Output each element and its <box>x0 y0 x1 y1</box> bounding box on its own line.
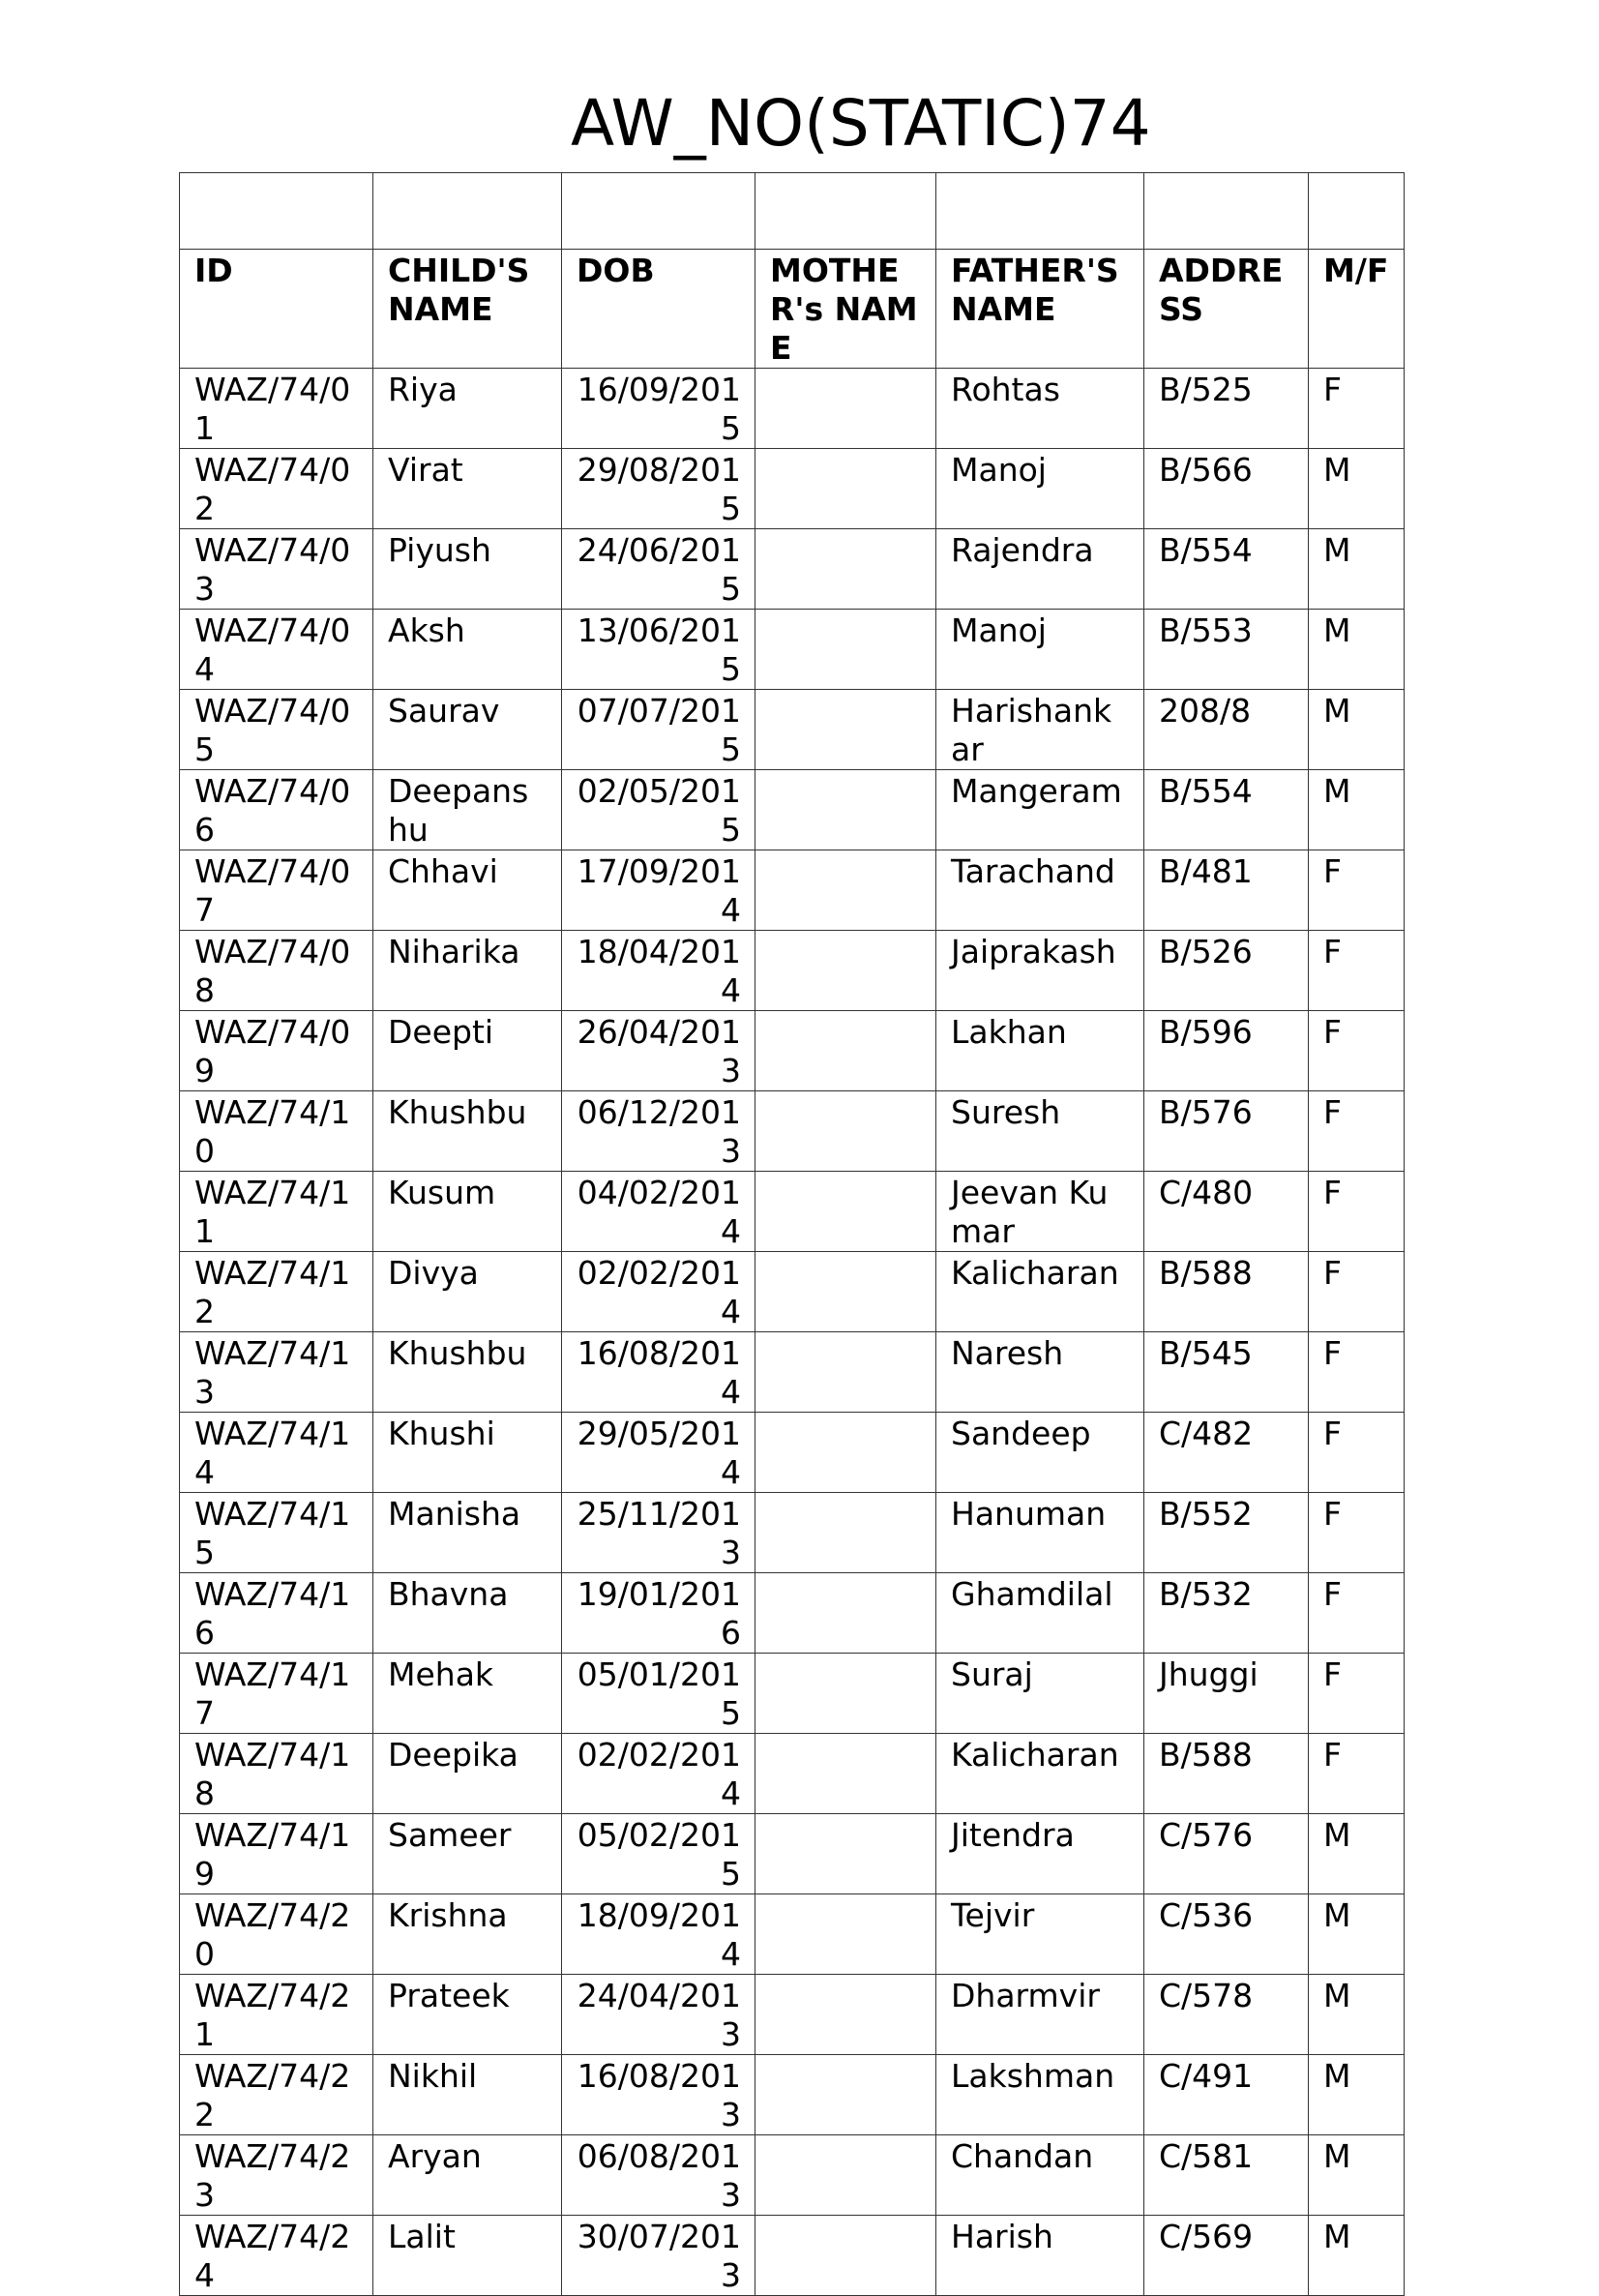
cell-mother-name <box>755 1573 936 1654</box>
cell-mother-name <box>755 1252 936 1332</box>
cell-dob: 29/08/2015 <box>562 449 755 529</box>
cell-mother-name <box>755 1332 936 1413</box>
cell-id: WAZ/74/08 <box>180 931 373 1011</box>
cell-child-name: Bhavna <box>373 1573 562 1654</box>
cell-address: C/581 <box>1144 2135 1309 2216</box>
cell-father-name: Ghamdilal <box>936 1573 1144 1654</box>
blank-cell <box>1309 173 1405 250</box>
cell-address: C/576 <box>1144 1814 1309 1894</box>
document-title: AW_NO(STATIC)74 <box>571 86 1151 161</box>
cell-dob: 24/06/2015 <box>562 529 755 610</box>
cell-gender: F <box>1309 1734 1405 1814</box>
cell-address: C/578 <box>1144 1975 1309 2055</box>
cell-child-name: Khushbu <box>373 1091 562 1172</box>
cell-child-name: Prateek <box>373 1975 562 2055</box>
cell-gender: F <box>1309 1573 1405 1654</box>
cell-id: WAZ/74/03 <box>180 529 373 610</box>
cell-child-name: Riya <box>373 369 562 449</box>
table-row <box>180 449 1405 529</box>
cell-id: WAZ/74/09 <box>180 1011 373 1091</box>
cell-gender: M <box>1309 770 1405 850</box>
cell-id: WAZ/74/04 <box>180 610 373 690</box>
cell-gender: M <box>1309 2135 1405 2216</box>
cell-father-name: Mangeram <box>936 770 1144 850</box>
cell-address: B/552 <box>1144 1493 1309 1573</box>
cell-mother-name <box>755 1172 936 1252</box>
cell-father-name: Jeevan Kumar <box>936 1172 1144 1252</box>
cell-mother-name <box>755 1091 936 1172</box>
cell-mother-name <box>755 529 936 610</box>
table-row <box>180 1573 1405 1654</box>
cell-gender: F <box>1309 1493 1405 1573</box>
cell-child-name: Deepika <box>373 1734 562 1814</box>
cell-father-name: Rohtas <box>936 369 1144 449</box>
cell-address: B/545 <box>1144 1332 1309 1413</box>
cell-father-name: Naresh <box>936 1332 1144 1413</box>
cell-father-name: Kalicharan <box>936 1734 1144 1814</box>
cell-dob: 13/06/2015 <box>562 610 755 690</box>
table-row <box>180 1493 1405 1573</box>
cell-child-name: Aksh <box>373 610 562 690</box>
cell-father-name: Kalicharan <box>936 1252 1144 1332</box>
cell-mother-name <box>755 1894 936 1975</box>
table-row <box>180 690 1405 770</box>
cell-id: WAZ/74/07 <box>180 850 373 931</box>
header-mother-name: MOTHER's NAME <box>755 250 936 369</box>
header-child-name: CHILD'S NAME <box>373 250 562 369</box>
cell-father-name: Lakshman <box>936 2055 1144 2135</box>
cell-child-name: Niharika <box>373 931 562 1011</box>
cell-address: B/588 <box>1144 1252 1309 1332</box>
cell-address: B/553 <box>1144 610 1309 690</box>
cell-child-name: Divya <box>373 1252 562 1332</box>
cell-id: WAZ/74/05 <box>180 690 373 770</box>
cell-child-name: Mehak <box>373 1654 562 1734</box>
cell-father-name: Jitendra <box>936 1814 1144 1894</box>
cell-father-name: Lakhan <box>936 1011 1144 1091</box>
blank-cell <box>755 173 936 250</box>
cell-mother-name <box>755 449 936 529</box>
table-row <box>180 1814 1405 1894</box>
table-row <box>180 1172 1405 1252</box>
cell-gender: F <box>1309 931 1405 1011</box>
cell-child-name: Piyush <box>373 529 562 610</box>
table-row <box>180 2055 1405 2135</box>
cell-address: C/536 <box>1144 1894 1309 1975</box>
cell-mother-name <box>755 931 936 1011</box>
cell-mother-name <box>755 2055 936 2135</box>
cell-address: B/566 <box>1144 449 1309 529</box>
cell-id: WAZ/74/11 <box>180 1172 373 1252</box>
cell-id: WAZ/74/24 <box>180 2216 373 2296</box>
cell-dob: 26/04/2013 <box>562 1011 755 1091</box>
table-row <box>180 2135 1405 2216</box>
cell-father-name: Chandan <box>936 2135 1144 2216</box>
cell-address: B/554 <box>1144 770 1309 850</box>
cell-mother-name <box>755 1011 936 1091</box>
cell-child-name: Krishna <box>373 1894 562 1975</box>
table-row <box>180 1975 1405 2055</box>
table-row <box>180 369 1405 449</box>
table-row <box>180 1011 1405 1091</box>
cell-father-name: Harishankar <box>936 690 1144 770</box>
cell-mother-name <box>755 1814 936 1894</box>
blank-cell <box>373 173 562 250</box>
cell-mother-name <box>755 610 936 690</box>
blank-cell <box>180 173 373 250</box>
cell-id: WAZ/74/14 <box>180 1413 373 1493</box>
cell-mother-name <box>755 850 936 931</box>
cell-dob: 02/02/2014 <box>562 1734 755 1814</box>
cell-mother-name <box>755 770 936 850</box>
table-row <box>180 1734 1405 1814</box>
cell-child-name: Deepanshu <box>373 770 562 850</box>
cell-id: WAZ/74/10 <box>180 1091 373 1172</box>
cell-id: WAZ/74/23 <box>180 2135 373 2216</box>
cell-father-name: Manoj <box>936 449 1144 529</box>
table-row <box>180 850 1405 931</box>
cell-father-name: Dharmvir <box>936 1975 1144 2055</box>
cell-mother-name <box>755 1413 936 1493</box>
table-row <box>180 1894 1405 1975</box>
table-row <box>180 1654 1405 1734</box>
cell-dob: 16/08/2013 <box>562 2055 755 2135</box>
cell-gender: F <box>1309 1011 1405 1091</box>
cell-address: B/588 <box>1144 1734 1309 1814</box>
cell-dob: 02/02/2014 <box>562 1252 755 1332</box>
cell-address: C/491 <box>1144 2055 1309 2135</box>
cell-father-name: Jaiprakash <box>936 931 1144 1011</box>
cell-id: WAZ/74/06 <box>180 770 373 850</box>
blank-cell <box>936 173 1144 250</box>
cell-gender: F <box>1309 1413 1405 1493</box>
cell-child-name: Khushi <box>373 1413 562 1493</box>
cell-address: C/482 <box>1144 1413 1309 1493</box>
cell-dob: 16/09/2015 <box>562 369 755 449</box>
cell-address: B/576 <box>1144 1091 1309 1172</box>
cell-id: WAZ/74/15 <box>180 1493 373 1573</box>
cell-child-name: Sameer <box>373 1814 562 1894</box>
cell-gender: M <box>1309 1975 1405 2055</box>
cell-father-name: Hanuman <box>936 1493 1144 1573</box>
cell-id: WAZ/74/13 <box>180 1332 373 1413</box>
cell-gender: M <box>1309 2055 1405 2135</box>
cell-address: B/554 <box>1144 529 1309 610</box>
cell-dob: 02/05/2015 <box>562 770 755 850</box>
cell-id: WAZ/74/12 <box>180 1252 373 1332</box>
header-dob: DOB <box>562 250 755 369</box>
table-row <box>180 1332 1405 1413</box>
cell-dob: 24/04/2013 <box>562 1975 755 2055</box>
cell-gender: M <box>1309 449 1405 529</box>
cell-dob: 29/05/2014 <box>562 1413 755 1493</box>
cell-dob: 18/04/2014 <box>562 931 755 1011</box>
cell-dob: 07/07/2015 <box>562 690 755 770</box>
cell-mother-name <box>755 2216 936 2296</box>
cell-address: B/532 <box>1144 1573 1309 1654</box>
cell-mother-name <box>755 2135 936 2216</box>
cell-father-name: Suresh <box>936 1091 1144 1172</box>
cell-child-name: Virat <box>373 449 562 529</box>
cell-father-name: Manoj <box>936 610 1144 690</box>
cell-mother-name <box>755 1734 936 1814</box>
children-register-table <box>179 172 1405 2296</box>
cell-dob: 25/11/2013 <box>562 1493 755 1573</box>
cell-id: WAZ/74/21 <box>180 1975 373 2055</box>
cell-mother-name <box>755 1654 936 1734</box>
cell-address: 208/8 <box>1144 690 1309 770</box>
cell-dob: 17/09/2014 <box>562 850 755 931</box>
table-row <box>180 931 1405 1011</box>
blank-cell <box>1144 173 1309 250</box>
cell-dob: 18/09/2014 <box>562 1894 755 1975</box>
cell-dob: 05/02/2015 <box>562 1814 755 1894</box>
cell-id: WAZ/74/16 <box>180 1573 373 1654</box>
header-row <box>180 250 1405 369</box>
cell-gender: F <box>1309 1252 1405 1332</box>
cell-child-name: Aryan <box>373 2135 562 2216</box>
cell-child-name: Nikhil <box>373 2055 562 2135</box>
cell-father-name: Rajendra <box>936 529 1144 610</box>
cell-mother-name <box>755 1975 936 2055</box>
cell-gender: F <box>1309 1332 1405 1413</box>
table-row <box>180 1091 1405 1172</box>
cell-id: WAZ/74/18 <box>180 1734 373 1814</box>
cell-child-name: Chhavi <box>373 850 562 931</box>
cell-gender: F <box>1309 1172 1405 1252</box>
cell-dob: 19/01/2016 <box>562 1573 755 1654</box>
cell-child-name: Deepti <box>373 1011 562 1091</box>
cell-dob: 30/07/2013 <box>562 2216 755 2296</box>
table-row <box>180 770 1405 850</box>
cell-gender: M <box>1309 2216 1405 2296</box>
cell-dob: 16/08/2014 <box>562 1332 755 1413</box>
header-gender: M/F <box>1309 250 1405 369</box>
cell-address: C/480 <box>1144 1172 1309 1252</box>
cell-id: WAZ/74/02 <box>180 449 373 529</box>
cell-child-name: Khushbu <box>373 1332 562 1413</box>
cell-father-name: Suraj <box>936 1654 1144 1734</box>
header-address: ADDRESS <box>1144 250 1309 369</box>
cell-address: B/481 <box>1144 850 1309 931</box>
cell-address: Jhuggi <box>1144 1654 1309 1734</box>
cell-mother-name <box>755 369 936 449</box>
header-id: ID <box>180 250 373 369</box>
cell-id: WAZ/74/20 <box>180 1894 373 1975</box>
cell-dob: 06/08/2013 <box>562 2135 755 2216</box>
cell-address: C/569 <box>1144 2216 1309 2296</box>
cell-address: B/526 <box>1144 931 1309 1011</box>
cell-child-name: Manisha <box>373 1493 562 1573</box>
cell-gender: F <box>1309 850 1405 931</box>
blank-row <box>180 173 1405 250</box>
table-row <box>180 2216 1405 2296</box>
cell-dob: 04/02/2014 <box>562 1172 755 1252</box>
cell-child-name: Kusum <box>373 1172 562 1252</box>
cell-father-name: Tarachand <box>936 850 1144 931</box>
cell-father-name: Tejvir <box>936 1894 1144 1975</box>
cell-child-name: Lalit <box>373 2216 562 2296</box>
cell-father-name: Sandeep <box>936 1413 1144 1493</box>
cell-gender: M <box>1309 690 1405 770</box>
cell-gender: F <box>1309 369 1405 449</box>
table-row <box>180 1413 1405 1493</box>
cell-id: WAZ/74/19 <box>180 1814 373 1894</box>
cell-id: WAZ/74/22 <box>180 2055 373 2135</box>
table-row <box>180 529 1405 610</box>
cell-mother-name <box>755 1493 936 1573</box>
cell-dob: 05/01/2015 <box>562 1654 755 1734</box>
cell-id: WAZ/74/17 <box>180 1654 373 1734</box>
cell-gender: F <box>1309 1091 1405 1172</box>
cell-gender: M <box>1309 1814 1405 1894</box>
cell-gender: M <box>1309 529 1405 610</box>
cell-address: B/596 <box>1144 1011 1309 1091</box>
table-row <box>180 610 1405 690</box>
blank-cell <box>562 173 755 250</box>
cell-mother-name <box>755 690 936 770</box>
cell-gender: M <box>1309 610 1405 690</box>
cell-father-name: Harish <box>936 2216 1144 2296</box>
header-father-name: FATHER'S NAME <box>936 250 1144 369</box>
cell-id: WAZ/74/01 <box>180 369 373 449</box>
cell-gender: F <box>1309 1654 1405 1734</box>
cell-child-name: Saurav <box>373 690 562 770</box>
cell-dob: 06/12/2013 <box>562 1091 755 1172</box>
table-row <box>180 1252 1405 1332</box>
cell-gender: M <box>1309 1894 1405 1975</box>
cell-address: B/525 <box>1144 369 1309 449</box>
